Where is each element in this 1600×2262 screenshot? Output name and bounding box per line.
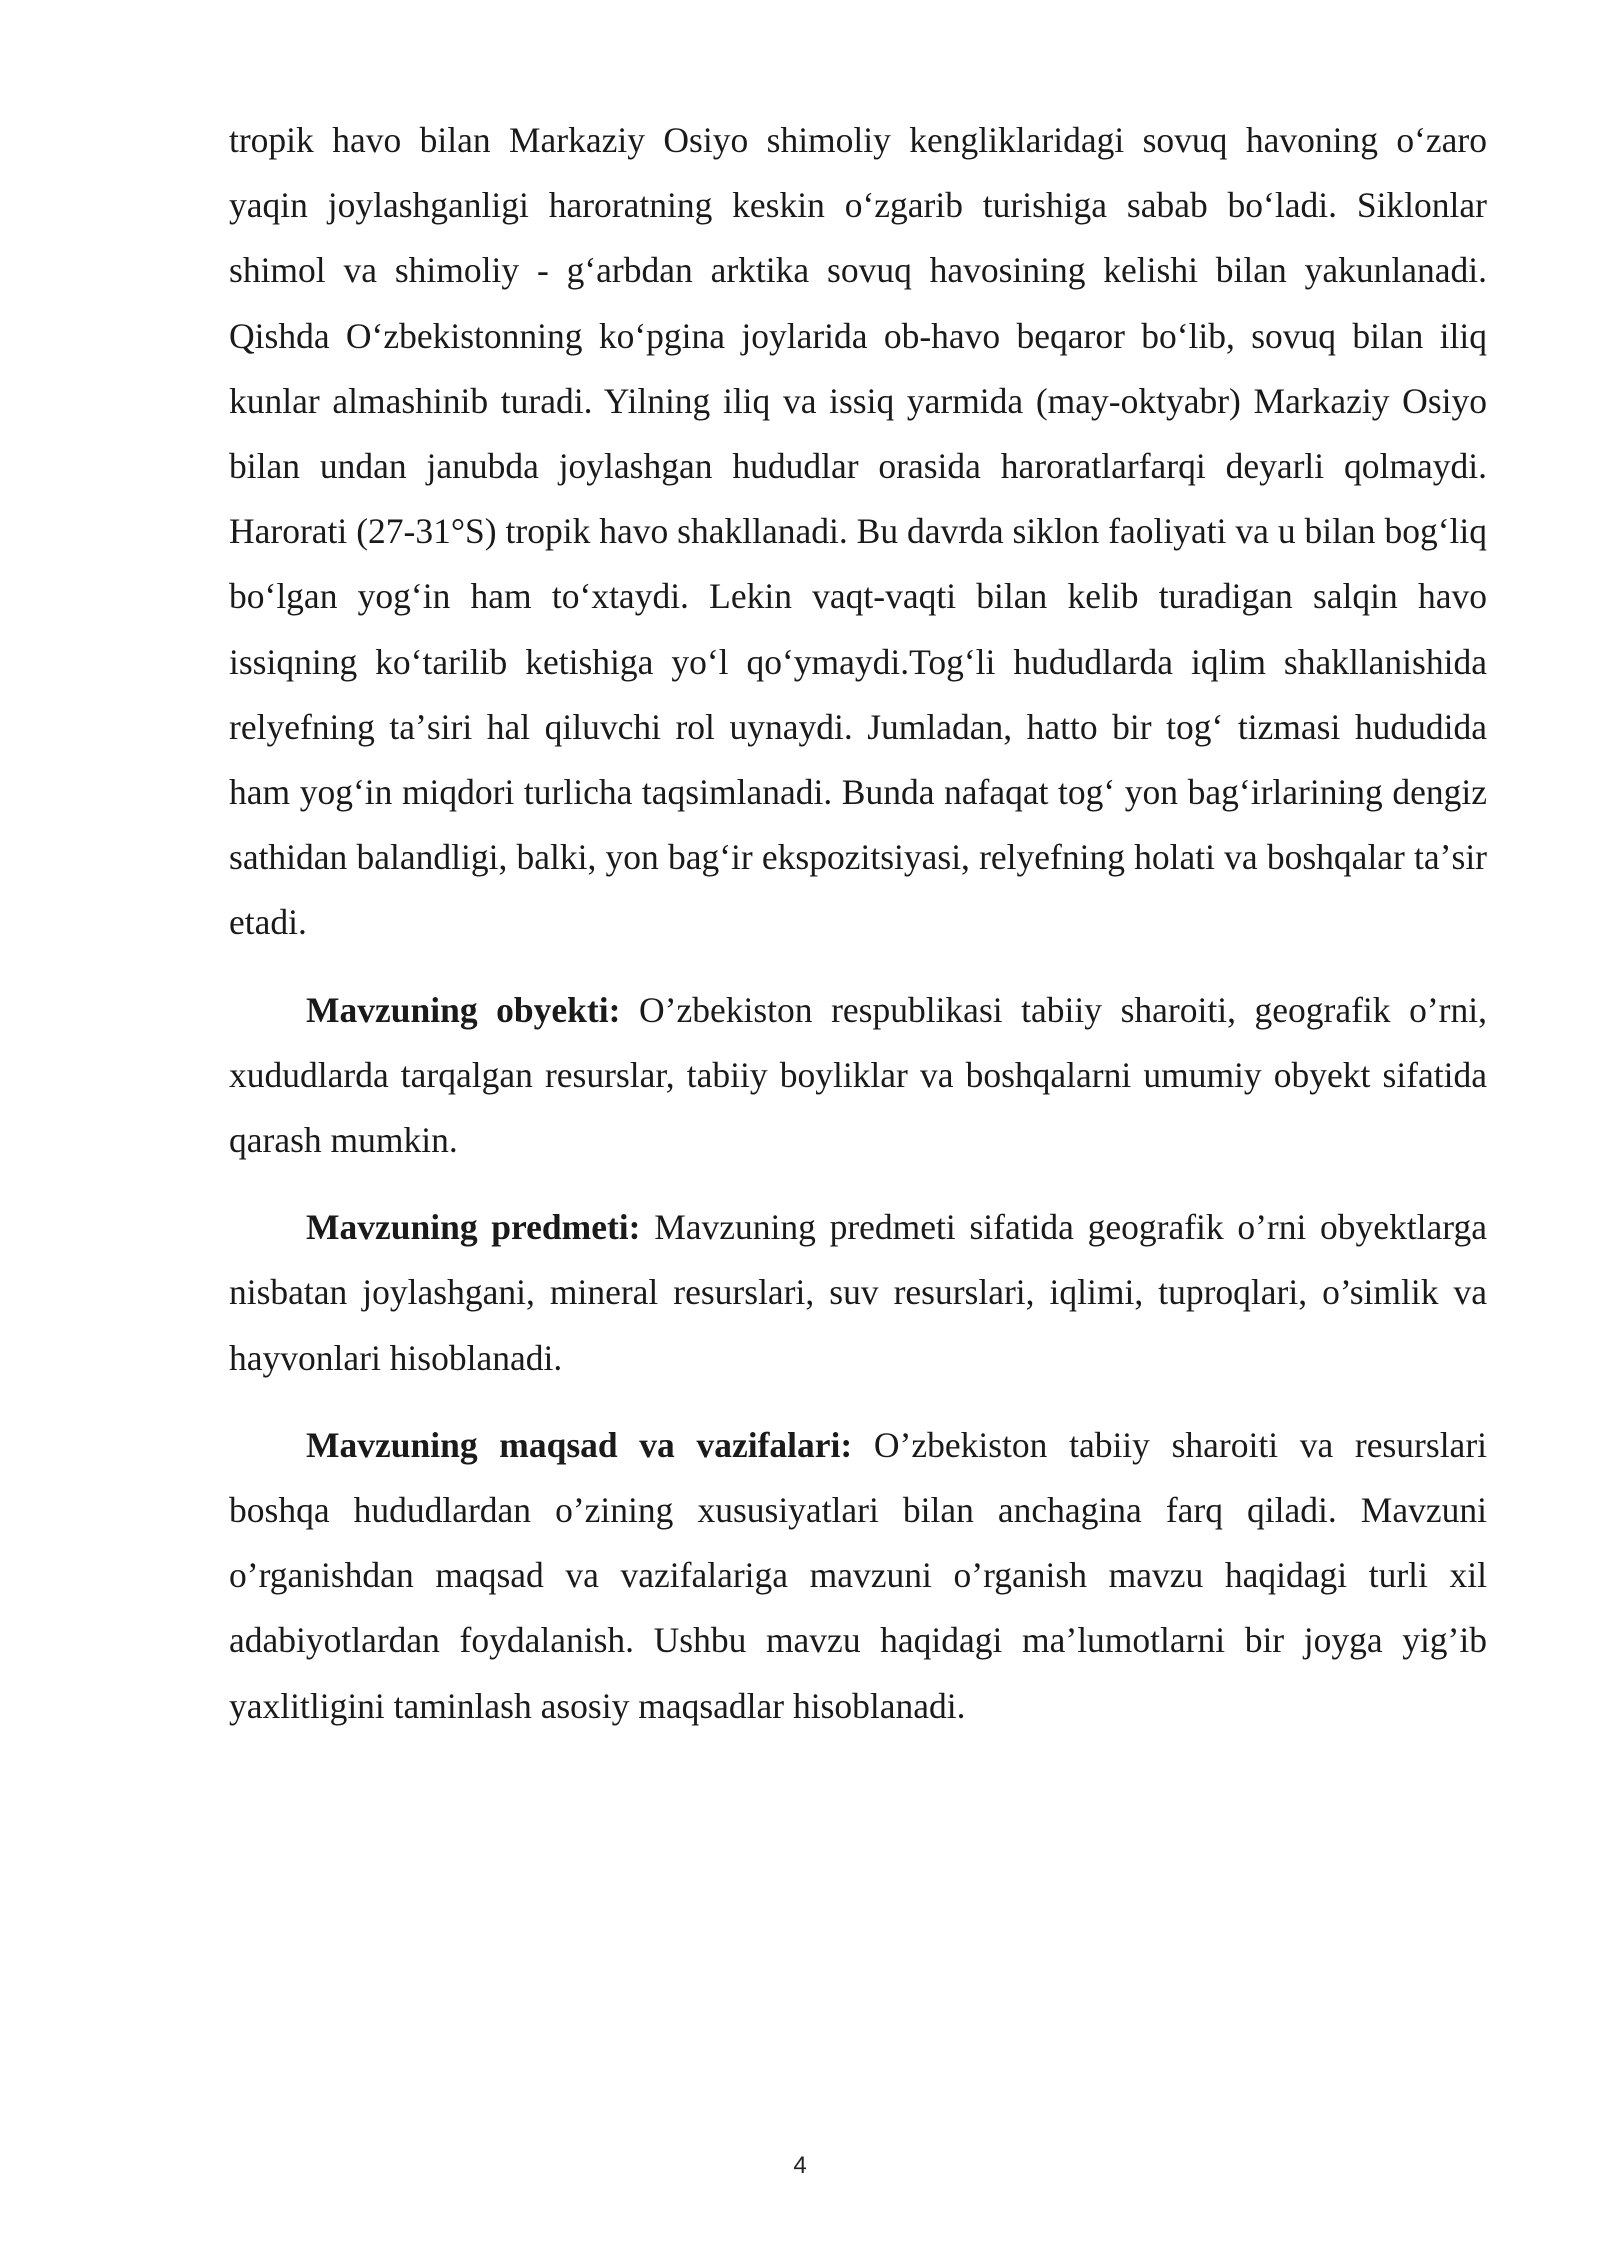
- paragraph-heading-object: Mavzuning obyekti:: [306, 989, 621, 1030]
- page-number: 4: [793, 2152, 807, 2179]
- paragraph-goals: [229, 1413, 1487, 1739]
- paragraph-heading-subject: Mavzuning predmeti:: [306, 1207, 641, 1248]
- paragraph-subject: [229, 1195, 1487, 1391]
- paragraph-object: [229, 978, 1487, 1174]
- paragraph-text: tropik havo bilan Markaziy Osiyo shimoliy kengliklaridagi sovuq havoning oʻzaro yaqin joylashganligi haroratning keskin oʻzgarib turishiga sabab boʻladi. Siklonlar shimol va shimoliy - gʻarbdan arktika sovuq havosining kelishi bilan yakunlanadi. Qishda Oʻzbekistonning koʻpgina joylarida ob-havo beqaror boʻlib, sovuq bilan iliq kunlar almashinib turadi. Yilning iliq va issiq yarmida (may-oktyabr) Markaziy Osiyo bilan undan janubda joylashgan hududlar orasida haroratlarfarqi deyarli qolmaydi. Harorati (27-31°S) tropik havo shakllanadi. Bu davrda siklon faoliyati va u bilan bogʻliq boʻlgan yogʻin ham toʻxtaydi. Lekin vaqt-vaqti bilan kelib turadigan salqin havo issiqning koʻtarilib ketishiga yoʻl qoʻymaydi.Togʻli hududlarda iqlim shakllanishida relyefning taʼsiri hal qiluvchi rol uynaydi. Jumladan, hatto bir togʻ tizmasi hududida ham yogʻin miqdori turlicha taqsimlanadi. Bunda nafaqat togʻ yon bagʻirlarining dengiz sathidan balandligi, balki, yon bagʻir ekspozitsiyasi, relyefning holati va boshqalar taʼsir etadi.: [229, 120, 1487, 943]
- paragraph-text: O’zbekiston tabiiy sharoiti va resurslari boshqa hududlardan o’zining xususiyatlari bilan anchagina farq qiladi. Mavzuni o’rganishdan maqsad va vazifalariga mavzuni o’rganish mavzu haqidagi turli xil adabiyotlardan foydalanish. Ushbu mavzu haqidagi ma’lumotlarni bir joyga yig’ib yaxlitligini taminlash asosiy maqsadlar hisoblanadi.: [229, 1424, 1487, 1726]
- paragraph-climate: [229, 108, 1487, 956]
- paragraph-text: O’zbekiston respublikasi tabiiy sharoiti, geografik o’rni, xududlarda tarqalgan resurslar, tabiiy boyliklar va boshqalarni umumiy obyekt sifatida qarash mumkin.: [229, 989, 1487, 1161]
- document-body: [229, 108, 1487, 1739]
- paragraph-text: Mavzuning predmeti sifatida geografik o’rni obyektlarga nisbatan joylashgani, mineral resurslari, suv resurslari, iqlimi, tuproqlari, o’simlik va hayvonlari hisoblanadi.: [229, 1207, 1487, 1378]
- paragraph-heading-goals: Mavzuning maqsad va vazifalari:: [306, 1424, 853, 1465]
